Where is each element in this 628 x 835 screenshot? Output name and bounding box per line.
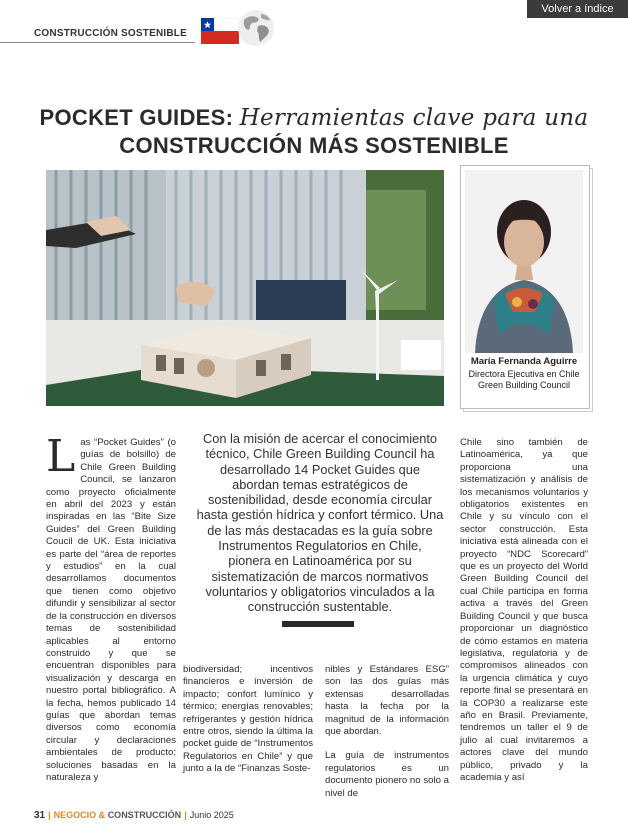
body-column-4: [460, 437, 588, 784]
chile-flag-icon: [201, 18, 239, 44]
title-bold: POCKET GUIDES:: [39, 105, 234, 130]
section-label: CONSTRUCCIÓN SOSTENIBLE: [34, 28, 187, 39]
title-line2: CONSTRUCCIÓN MÁS SOSTENIBLE: [119, 133, 509, 158]
article-title: [0, 104, 628, 160]
portrait-photo: [465, 170, 583, 353]
body-column-4-text: Chile sino también de Latinoamérica, ya que proporciona una sistematización y análisis de los mecanismos voluntarios y obligatorios existentes en Chile y su vínculo con el sector construcción. Esta iniciativa está alineada con el proyecto “NDC Scorecard” que es un proyecto del World Green Building Council del cual Chile participa en forma activa a través del Green Building Council y que busca proporcionar un diagnóstico de cómo estamos en materia legislativa, regulatoria y de compromisos alineados con la urgencia climática y cuyo reporte final se presentará en la COP30 a realizarse este año en Brasil. Previamente, tendremos un taller el 9 de julio al cual invitaremos a actores clave del mundo público, privado y la academia y así: [460, 437, 588, 783]
pull-quote: Con la misión de acercar el conocimiento técnico, Chile Green Building Council ha desarrollado 14 Pocket Guides que abordan temas estratégicos de sostenibilidad, desde economía circular hasta gestión hídrica y confort térmico. Una de las más destacadas es la guía sobre Instrumentos Regulatorios en Chile, pionera en Latinoamérica por su sistematización de marcos normativos voluntarios y obligatorios vinculados a la construcción sustentable.: [196, 431, 444, 615]
hero-photo: [46, 170, 444, 406]
issue-date: Junio 2025: [189, 810, 234, 820]
world-globe-icon: [236, 8, 276, 48]
drop-cap: L: [46, 431, 76, 482]
page-footer: 31 | NEGOCIO & CONSTRUCCIÓN | Junio 2025: [34, 810, 234, 821]
body-column-2-text: biodiversidad; incentivos financieros e inversión de impacto; confort lumínico y térmico; energías renovables; refrigerantes y gestión hídrica entre otros, siendo la última la pocket guide de “Instrumentos Regulatorios en Chile” y que junto a la de “Finanzas Soste-: [183, 664, 313, 775]
body-column-1-text: as “Pocket Guides” (o guías de bolsillo) de Chile Green Building Council, se lanzaron como proyecto oficialmente en abril del 2023 y están inspiradas en las “Bite Size Guides” del Green Building Coucil de UK. Esta iniciativa es parte del “área de reportes y estudios” en la cual desarrollamos documentos que tienen como objetivo difundir y sensibilizar al sector de la construcción en diversos temas de sostenibilidad aplicables al entorno construido y que se encuentran disponibles para visualización y descarga en nuestro portal bibliográfico. A la fecha, hemos publicado 14 guías que abordan temas diversos como economía circular y declaraciones ambientales de producto; soluciones basadas en la naturaleza y: [46, 437, 176, 783]
header-divider: [0, 42, 195, 43]
body-column-3: [325, 664, 449, 800]
profile-role: Directora Ejecutiva en Chile Green Building Council: [468, 369, 580, 390]
pull-quote-divider: [282, 621, 354, 627]
body-column-3-text-b: La guía de instrumentos regulatorios es un documento pionero no solo a nivel de: [325, 750, 449, 799]
body-column-1: [46, 431, 176, 784]
publication-name-b: CONSTRUCCIÓN: [107, 810, 182, 820]
body-column-2: [183, 664, 313, 776]
profile-name: María Fernanda Aguirre: [470, 356, 578, 367]
title-italic: Herramientas clave para una: [239, 105, 589, 131]
body-column-3-text-a: nibles y Estándares ESG” son las dos guías más extensas desarrolladas hasta la fecha por la magnitud de la información que abordan.: [325, 664, 449, 738]
publication-name-a: NEGOCIO &: [53, 810, 106, 820]
page-number: 31: [34, 810, 46, 821]
back-to-index-button[interactable]: Volver a índice: [527, 0, 628, 18]
